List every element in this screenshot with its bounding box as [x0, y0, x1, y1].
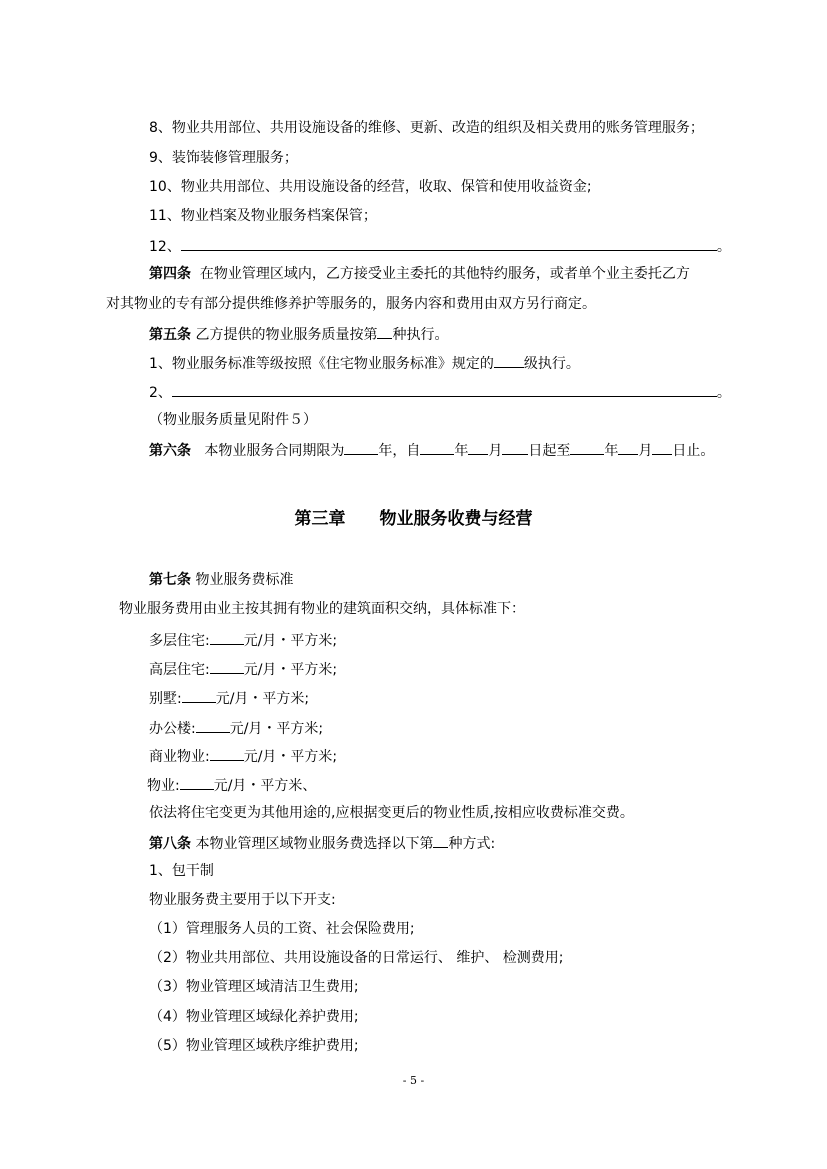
rate-blank[interactable]	[196, 718, 230, 733]
article-6-t1: 本物业服务合同期限为	[204, 443, 345, 459]
rate-unit: 元/月・平方米、	[213, 778, 317, 794]
article-7-title: 物业服务费标准	[195, 572, 294, 588]
chapter-heading	[0, 508, 827, 530]
article-4-line-1	[149, 265, 690, 283]
article-6-blank-4[interactable]	[502, 440, 528, 455]
article-5-item-2-prefix: 2、	[149, 385, 172, 401]
article-5-item-2-blank[interactable]	[172, 382, 717, 397]
article-6-t7: 月	[638, 443, 653, 459]
article-6-blank-1[interactable]	[344, 440, 378, 455]
article-5-item-1	[149, 353, 580, 373]
rate-type: 高层住宅:	[149, 662, 210, 678]
rate-type: 商业物业:	[149, 749, 210, 765]
item-12-end: 。	[716, 239, 731, 255]
article-4-line-2: 对其物业的专有部分提供维修养护等服务的，服务内容和费用由双方另行商定。	[106, 296, 596, 312]
expense-item: （5）物业管理区域秩序维护费用;	[149, 1038, 359, 1054]
article-6-t3: 年	[454, 443, 469, 459]
page-number: - 5 -	[402, 1074, 425, 1087]
rate-row	[149, 746, 337, 766]
article-8-text-b: 种方式:	[448, 836, 496, 852]
rate-blank[interactable]	[210, 630, 244, 645]
rate-unit: 元/月・平方米;	[215, 691, 310, 707]
article-5-item-2-end: 。	[716, 385, 731, 401]
rate-type: 多层住宅:	[149, 633, 210, 649]
article-7-note: 依法将住宅变更为其他用途的,应根据变更后的物业性质,按相应收费标准交费。	[149, 805, 634, 821]
article-8-method-1: 1、包干制	[149, 863, 214, 879]
article-5-note: （物业服务质量见附件５）	[149, 412, 317, 428]
article-6-t8: 日止。	[672, 443, 715, 459]
rate-row	[149, 688, 309, 708]
article-6-blank-5[interactable]	[570, 440, 604, 455]
rate-row	[149, 718, 323, 738]
article-5-item-1-a: 1、物业服务标准等级按照《住宅物业服务标准》规定的	[149, 356, 494, 372]
rate-unit: 元/月・平方米;	[229, 721, 324, 737]
article-5-text-a: 乙方提供的物业服务质量按第	[195, 327, 378, 343]
article-5-item-1-blank[interactable]	[494, 353, 524, 368]
article-7-intro: 物业服务费用由业主按其拥有物业的建筑面积交纳，具体标准下：	[119, 601, 525, 617]
article-5-blank[interactable]	[377, 324, 392, 339]
article-6-t5: 日起至	[528, 443, 571, 459]
article-4-label: 第四条	[149, 266, 191, 282]
item-12	[149, 236, 731, 256]
rate-blank[interactable]	[210, 659, 244, 674]
expense-item: （4）物业管理区域绿化养护费用;	[149, 1009, 359, 1025]
chapter-title: 物业服务收费与经营	[379, 509, 533, 529]
rate-type: 别墅:	[149, 691, 182, 707]
rate-unit: 元/月・平方米;	[243, 662, 338, 678]
article-6-line	[149, 440, 714, 460]
article-6-t4: 月	[488, 443, 503, 459]
item-9: 9、装饰装修管理服务；	[149, 150, 298, 166]
article-7-label: 第七条	[149, 572, 191, 588]
rate-blank[interactable]	[182, 688, 216, 703]
item-11: 11、物业档案及物业服务档案保管；	[149, 208, 377, 224]
rate-unit: 元/月・平方米;	[243, 749, 338, 765]
article-5-item-2	[149, 382, 731, 402]
article-8-text-a: 本物业管理区域物业服务费选择以下第	[195, 836, 434, 852]
article-5-text-b: 种执行。	[392, 327, 449, 343]
rate-blank[interactable]	[180, 775, 214, 790]
chapter-number: 第三章	[294, 509, 346, 529]
article-6-blank-7[interactable]	[652, 440, 672, 455]
item-8: 8、物业共用部位、共用设施设备的维修、更新、改造的组织及相关费用的账务管理服务；	[149, 120, 704, 136]
article-6-t2: 年，自	[378, 443, 421, 459]
article-5-label: 第五条	[149, 327, 191, 343]
rate-row	[149, 659, 337, 679]
rate-type: 物业:	[147, 778, 180, 794]
item-12-prefix: 12、	[149, 239, 181, 255]
expense-item: （1）管理服务人员的工资、社会保险费用;	[149, 921, 415, 937]
article-7-heading	[149, 571, 293, 589]
rate-unit: 元/月・平方米;	[243, 633, 338, 649]
article-6-blank-2[interactable]	[420, 440, 454, 455]
item-10: 10、物业共用部位、共用设施设备的经营，收取、保管和使用收益资金;	[149, 179, 592, 195]
article-5-item-1-b: 级执行。	[523, 356, 580, 372]
item-12-blank[interactable]	[181, 236, 717, 251]
article-8-line	[149, 833, 495, 853]
rate-type: 办公楼:	[149, 721, 196, 737]
article-6-blank-3[interactable]	[468, 440, 488, 455]
article-4-text-1: 在物业管理区域内，乙方接受业主委托的其他特约服务，或者单个业主委托乙方	[199, 266, 690, 282]
article-5-line	[149, 324, 448, 344]
expense-item: （2）物业共用部位、共用设施设备的日常运行、 维护、 检测费用;	[149, 950, 564, 966]
article-6-t6: 年	[604, 443, 619, 459]
expense-item: （3）物业管理区域清洁卫生费用;	[149, 979, 359, 995]
rate-row	[147, 775, 316, 795]
article-8-label: 第八条	[149, 836, 191, 852]
article-6-blank-6[interactable]	[618, 440, 638, 455]
article-8-expenses-intro: 物业服务费主要用于以下开支:	[149, 892, 336, 908]
rate-blank[interactable]	[210, 746, 244, 761]
article-8-blank[interactable]	[433, 833, 448, 848]
rate-row	[149, 630, 337, 650]
article-6-label: 第六条	[149, 443, 191, 459]
